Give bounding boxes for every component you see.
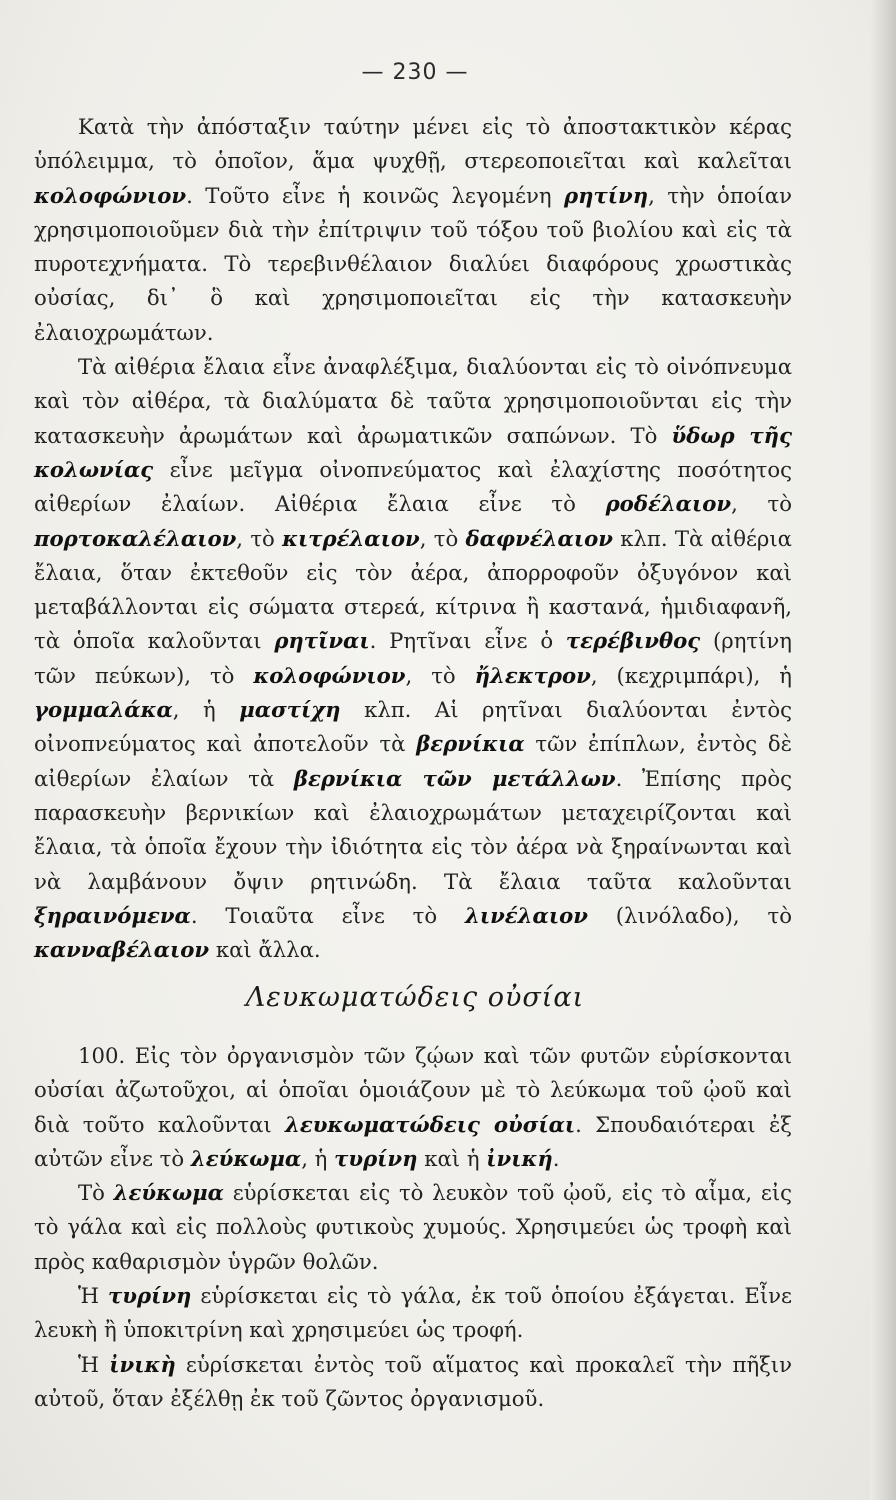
term-casein-2: τυρίνη <box>108 1283 192 1309</box>
paragraph-essential-oils: Τὰ αἰθέρια ἔλαια εἶνε ἀναφλέξιμα, διαλύονται εἰς τὸ οἰνόπνευμα καὶ τὸν αἰθέρα, τὰ διαλύματα δὲ ταῦτα χρησιμοποιοῦνται εἰς τὴν κατασκευὴν ἀρωμάτων καὶ ἀρωματικῶν σαπώνων. Τὸ ὕδωρ τῆς κολωνίας εἶνε μεῖγμα οἰνοπνεύματος καὶ ἐλαχίστης ποσότητος αἰθερίων ἐλαίων. Αἰθέρια ἔλαια εἶνε τὸ ροδέλαιον, τὸ πορτοκαλέλαιον, τὸ κιτρέλαιον, τὸ δαφνέλαιον κλπ. Τὰ αἰθέρια ἔλαια, ὅταν ἐκτεθοῦν εἰς τὸν ἀέρα, ἀπορροφοῦν ὀξυγόνον καὶ μεταβάλλονται εἰς σώματα στερεά, κίτρινα ἢ καστανά, ἡμιδιαφανῆ, τὰ ὁποῖα καλοῦνται ρητῖναι. Ρητῖναι εἶνε ὁ τερέβινθος (ρητίνη τῶν πεύκων), τὸ κολοφώνιον, τὸ ἤλεκτρον, (κεχριμπάρι), ἡ γομμαλάκα, ἡ μαστίχη κλπ. Αἱ ρητῖναι διαλύονται ἐντὸς οἰνοπνεύματος καὶ ἀποτελοῦν τὰ βερνίκια τῶν ἐπίπλων, ἐντὸς δὲ αἰθερίων ἐλαίων τὰ βερνίκια τῶν μετάλλων. Ἐπίσης πρὸς παρασκευὴν βερνικίων καὶ ἐλαιοχρωμάτων μεταχειρίζονται καὶ ἔλαια, τὰ ὁποῖα ἔχουν τὴν ἰδιότητα εἰς τὸν ἀέρα νὰ ξηραίνωνται καὶ νὰ λαμβάνουν ὄψιν ρητινώδη. Τὰ ἔλαια ταῦτα καλοῦνται ξηραινόμενα. Τοιαῦτα εἶνε τὸ λινέλαιον (λινόλαδο), τὸ κανναβέλαιον καὶ ἄλλα. <box>34 354 793 963</box>
term-metal-varnishes: βερνίκια τῶν μετάλλων <box>293 765 616 791</box>
section-heading: Λευκωματώδεις οὐσίαι <box>245 982 585 1013</box>
term-ritini: ρητίνη <box>564 182 649 208</box>
term-albumin: λεύκωμα <box>190 1145 302 1171</box>
term-hemp-oil: κανναβέλαιον <box>34 937 210 963</box>
term-fibrin-2: ἰνικὴ <box>109 1351 176 1377</box>
term-resins: ρητῖναι <box>274 628 370 654</box>
page-edge-shadow <box>870 0 896 1500</box>
paragraph-albumin: Τὸ λεύκωμα εὑρίσκεται εἰς τὸ λευκὸν τοῦ ᾠοῦ, εἰς τὸ αἷμα, εἰς τὸ γάλα καὶ εἰς πολλοὺς φυτικοὺς χυμούς. Χρησιμεύει ὡς τροφὴ καὶ πρὸς καθαρισμὸν ὑγρῶν θολῶν. <box>34 1180 792 1274</box>
term-turpentine: τερέβινθος <box>565 628 701 654</box>
term-albumin-2: λεύκωμα <box>113 1180 224 1206</box>
paragraph-colophony: Κατὰ τὴν ἀπόσταξιν ταύτην μένει εἰς τὸ ἀποστακτικὸν κέρας ὑπόλειμμα, τὸ ὁποῖον, ἅμα ψυχθῇ, στερεοποιεῖται καὶ καλεῖται κολοφώνιον. Τοῦτο εἶνε ἡ κοινῶς λεγομένη ρητίνη, τὴν ὁποίαν χρησιμοποιοῦμεν διὰ τὴν ἐπίτριψιν τοῦ τόξου τοῦ βιολίου καὶ εἰς τὰ πυροτεχνήματα. Τὸ τερεβινθέλαιον διαλύει διαφόρους χρωστικὰς οὐσίας, δι᾿ ὃ καὶ χρησιμοποιεῖται εἰς τὴν κατασκευὴν ἐλαιοχρωμάτων. <box>34 114 792 345</box>
text-block-oils <box>34 110 792 967</box>
term-rose-oil: ροδέλαιον <box>605 491 732 517</box>
term-fibrin: ἰνική <box>486 1145 553 1171</box>
term-colophony: κολοφώνιον <box>253 662 406 688</box>
term-mastic: μαστίχη <box>239 697 341 723</box>
term-orange-oil: πορτοκαλέλαιον <box>34 525 237 551</box>
term-lemon-oil: κιτρέλαιον <box>282 525 420 551</box>
term-shellac: γομμαλάκα <box>34 697 173 723</box>
term-albuminous-substances: λευκωματώδεις οὐσίαι <box>285 1111 576 1137</box>
page-number: — 230 — <box>361 60 469 85</box>
term-varnishes: βερνίκια <box>416 731 525 757</box>
paragraph-albuminous: 100. Εἰς τὸν ὀργανισμὸν τῶν ζῴων καὶ τῶν φυτῶν εὑρίσκονται οὐσίαι ἀζωτοῦχοι, αἱ ὁποῖαι ὁμοιάζουν μὲ τὸ λεύκωμα τοῦ ᾠοῦ καὶ διὰ τοῦτο καλοῦνται λευκωματώδεις οὐσίαι. Σπουδαιότεραι ἐξ αὐτῶν εἶνε τὸ λεύκωμα, ἡ τυρίνη καὶ ἡ ἰνική. <box>34 1043 792 1171</box>
paragraph-casein: Ἡ τυρίνη εὑρίσκεται εἰς τὸ γάλα, ἐκ τοῦ ὁποίου ἐξάγεται. Εἶνε λευκὴ ἢ ὑποκιτρίνη καὶ χρησιμεύει ὡς τροφή. <box>34 1283 792 1343</box>
term-eau-de-cologne: ὕδωρ τῆς κολωνίας <box>34 422 792 482</box>
term-drying-oils: ξηραινόμενα <box>34 902 191 928</box>
text-block-proteins <box>34 1039 792 1416</box>
term-amber: ἤλεκτρον <box>474 662 591 688</box>
term-laurel-oil: δαφνέλαιον <box>465 525 613 551</box>
term-kolofonion: κολοφώνιον <box>34 182 187 208</box>
paragraph-fibrin: Ἡ ἰνικὴ εὑρίσκεται ἐντὸς τοῦ αἵματος καὶ προκαλεῖ τὴν πῆξιν αὐτοῦ, ὅταν ἐξέλθῃ ἐκ τοῦ ζῶντος ὀργανισμοῦ. <box>34 1351 792 1411</box>
term-linseed-oil: λινέλαιον <box>464 902 588 928</box>
term-casein: τυρίνη <box>334 1145 418 1171</box>
